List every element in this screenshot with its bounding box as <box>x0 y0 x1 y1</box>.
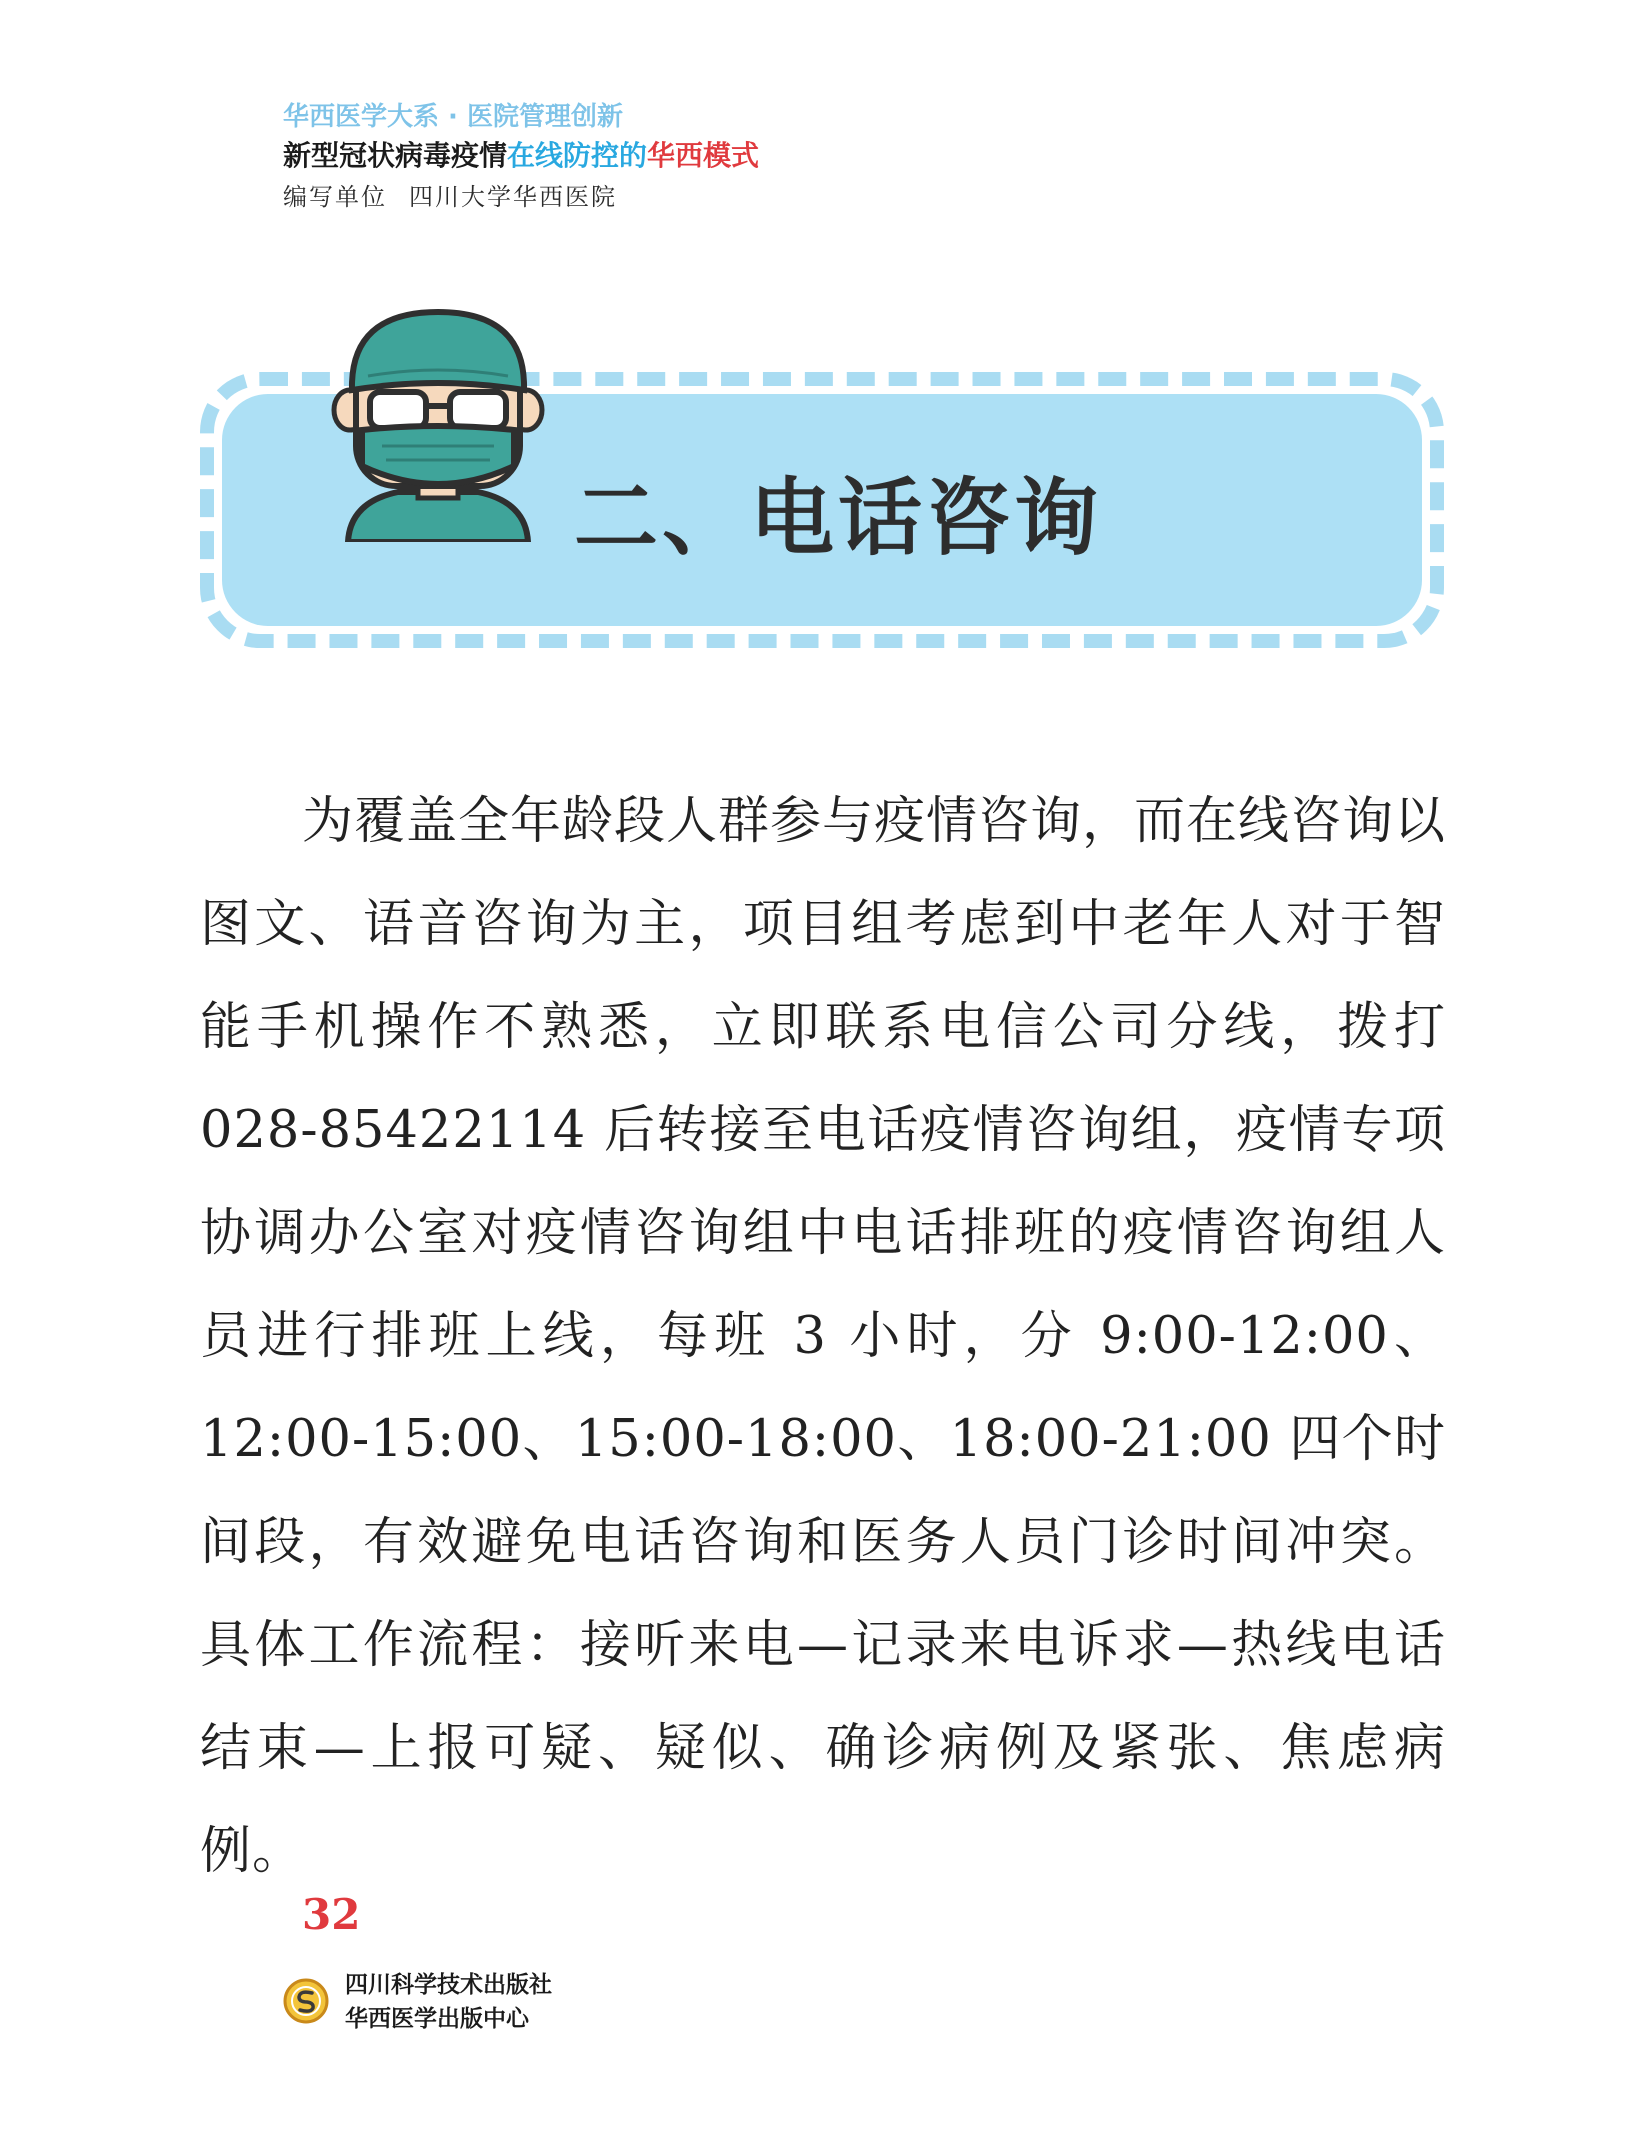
doctor-avatar-icon <box>328 306 548 542</box>
author-label: 编写单位 <box>283 183 387 211</box>
page-number: 32 <box>302 1890 361 1939</box>
publisher-line1: 四川科学技术出版社 <box>345 1972 552 1998</box>
publisher-names <box>345 1968 552 2036</box>
book-title-part3: 华西模式 <box>647 139 760 172</box>
author-line <box>283 180 759 214</box>
publisher-logo-icon <box>283 1978 329 2024</box>
series-title: 华西医学大系 · 医院管理创新 <box>283 102 623 132</box>
book-title-part2: 在线防控的 <box>507 139 648 172</box>
publisher-line2: 华西医学出版中心 <box>345 2006 529 2032</box>
book-title-part1: 新型冠状病毒疫情 <box>283 139 508 172</box>
section-title: 二、电话咨询 <box>574 469 1103 567</box>
body-paragraph: 为覆盖全年龄段人群参与疫情咨询，而在线咨询以图文、语音咨询为主，项目组考虑到中老年人对于智能手机操作不熟悉，立即联系电信公司分线，拨打 028-85422114 后转接至电话疫情咨询组，疫情专项协调办公室对疫情咨询组中电话排班的疫情咨询组人员进行排班上线，每班 3 小时，分 9:00-12:00、12:00-15:00、15:00-18:00、18:00-21:00 四个时间段，有效避免电话咨询和医务人员门诊时间冲突。具体工作流程：接听来电—记录来电诉求—热线电话结束—上报可疑、疑似、确诊病例及紧张、焦虑病例。 <box>200 792 1447 1881</box>
author-value: 四川大学华西医院 <box>409 183 617 211</box>
running-header <box>283 100 759 214</box>
book-title <box>283 136 759 176</box>
